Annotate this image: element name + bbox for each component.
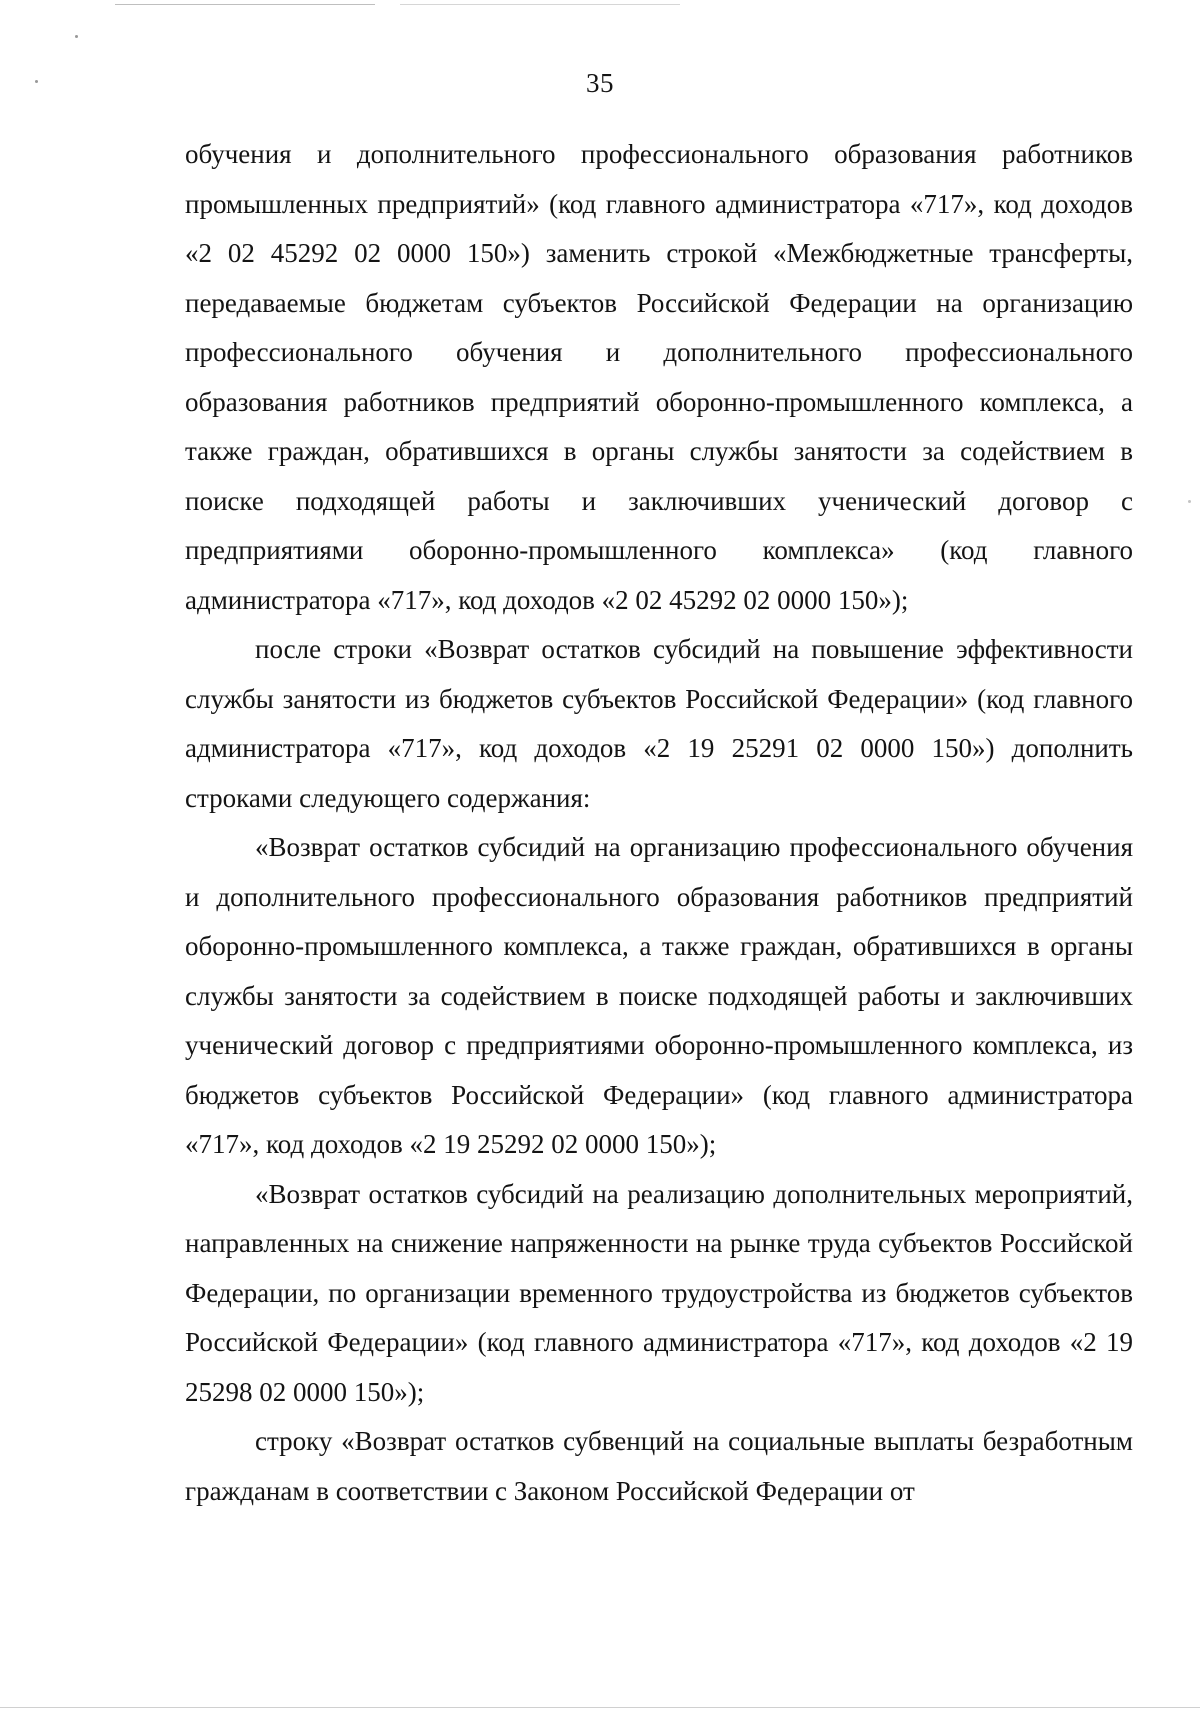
paragraph-new-line-item-2: «Возврат остатков субсидий на реализацию дополнительных мероприятий, направленных на снижение напряженности на рынке труда субъектов Российской Федерации, по организации временного трудоустройства из бюджетов субъектов Российской Федерации» (код главного администратора «717», код доходов «2 19 25298 02 0000 150»);: [185, 1178, 1133, 1407]
scan-artifact-top-line: [115, 4, 375, 5]
scan-artifact-dot: [75, 35, 78, 38]
paragraph-replacement-instruction: строку «Возврат остатков субвенций на социальные выплаты безработным гражданам в соответствии с Законом Российской Федерации от: [185, 1426, 1133, 1506]
paragraph-continuation: обучения и дополнительного профессионального образования работников промышленных предприятий» (код главного администратора «717», код доходов «2 02 45292 02 0000 150») заменить строкой «Межбюджетные трансферты, передаваемые бюджетам субъектов Российской Федерации на организацию профессионального обучения и дополнительного профессионального образования работников предприятий оборонно-промышленного комплекса, а также граждан, обратившихся в органы службы занятости за содействием в поиске подходящей работы и заключивших ученический договор с предприятиями оборонно-промышленного комплекса» (код главного администратора «717», код доходов «2 02 45292 02 0000 150»);: [185, 139, 1133, 615]
paragraph-new-line-item-1: «Возврат остатков субсидий на организацию профессионального обучения и дополнительного профессионального образования работников предприятий оборонно-промышленного комплекса, а также граждан, обратившихся в органы службы занятости за содействием в поиске подходящей работы и заключивших ученический договор с предприятиями оборонно-промышленного комплекса, из бюджетов субъектов Российской Федерации» (код главного администратора «717», код доходов «2 19 25292 02 0000 150»);: [185, 832, 1133, 1159]
scan-artifact-bottom-line: [0, 1707, 1200, 1708]
scan-artifact-dot: [1188, 500, 1191, 503]
paragraph-insertion-instruction: после строки «Возврат остатков субсидий на повышение эффективности службы занятости из бюджетов субъектов Российской Федерации» (код главного администратора «717», код доходов «2 19 25291 02 0000 150») дополнить строками следующего содержания:: [185, 634, 1133, 813]
page-number: 35: [586, 68, 614, 98]
document-body: [185, 130, 1133, 1516]
scan-artifact-top-line: [400, 4, 680, 5]
